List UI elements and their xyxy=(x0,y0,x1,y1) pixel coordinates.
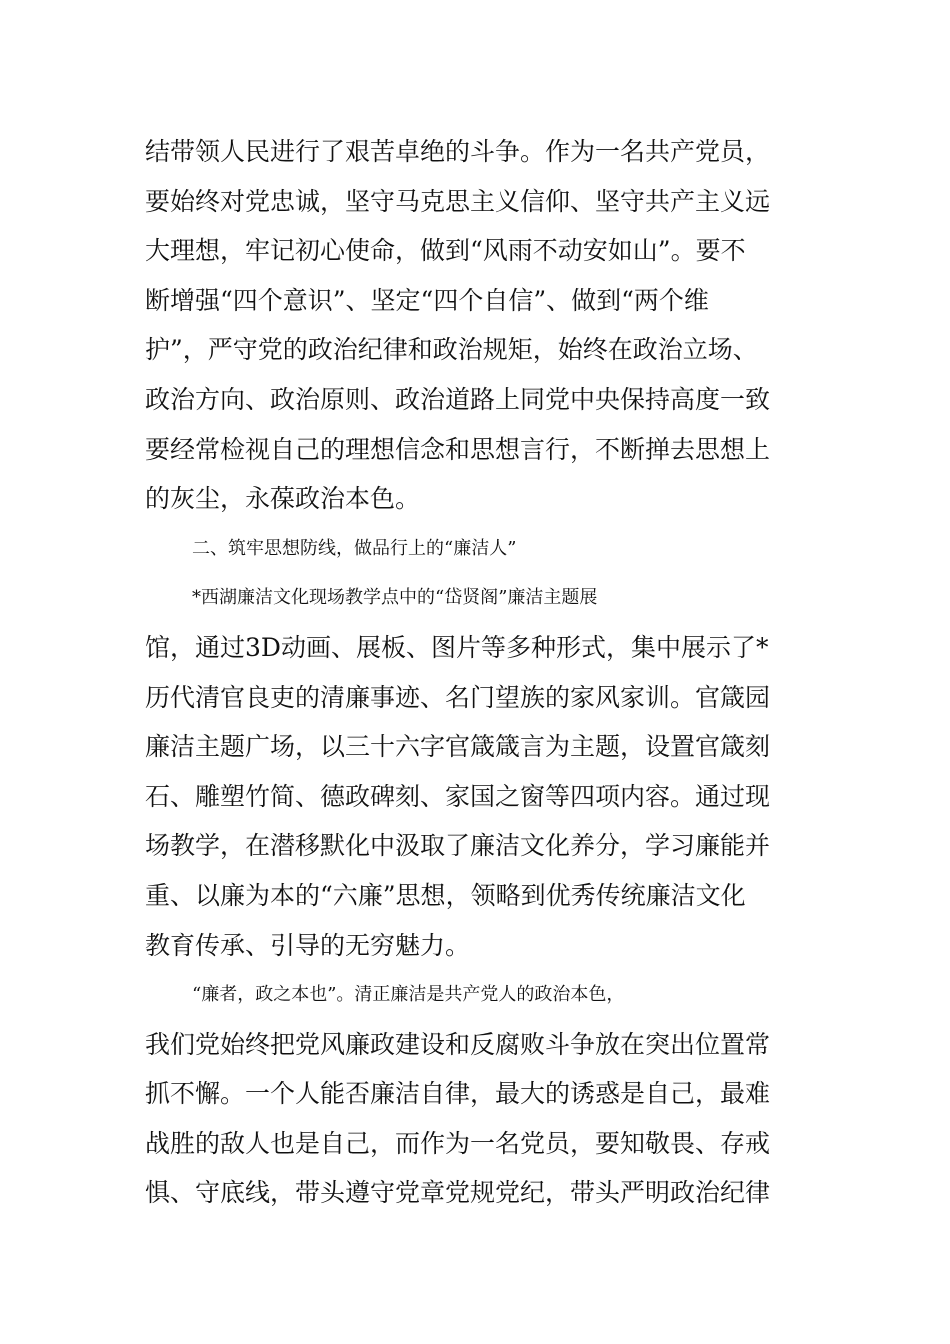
text-line-5: 护”，严守党的政治纪律和政治规矩，始终在政治立场、 xyxy=(145,335,758,365)
text-line-22: 惧、守底线，带头遵守党章党规党纪，带头严明政治纪律 xyxy=(145,1178,771,1208)
text-line-21: 战胜的敌人也是自己，而作为一名党员，要知敬畏、存戒 xyxy=(145,1128,771,1158)
text-line-12: 历代清官良吏的清廉事迹、名门望族的家风家训。官箴园 xyxy=(145,682,771,712)
text-line-7: 要经常检视自己的理想信念和思想言行，不断掸去思想上 xyxy=(145,434,771,464)
text-line-16: 重、以廉为本的“六廉”思想，领略到优秀传统廉洁文化 xyxy=(145,880,746,910)
text-line-19: 我们党始终把党风廉政建设和反腐败斗争放在突出位置常 xyxy=(145,1029,771,1059)
text-line-2: 要始终对党忠诚，坚守马克思主义信仰、坚守共产主义远 xyxy=(145,186,771,216)
text-line-8: 的灰尘，永葆政治本色。 xyxy=(145,484,421,514)
text-line-18: “廉者，政之本也”。清正廉洁是共产党人的政治本色， xyxy=(192,984,625,1006)
text-line-6: 政治方向、政治原则、政治道路上同党中央保持高度一致 xyxy=(145,384,771,414)
text-line-14: 石、雕塑竹简、德政碑刻、家国之窗等四项内容。通过现 xyxy=(145,781,771,811)
text-line-1: 结带领人民进行了艰苦卓绝的斗争。作为一名共产党员， xyxy=(145,137,771,166)
text-line-17: 教育传承、引导的无穷魅力。 xyxy=(145,930,471,960)
text-line-20: 抓不懈。一个人能否廉洁自律，最大的诱惑是自己，最难 xyxy=(145,1079,771,1109)
text-line-13: 廉洁主题广场，以三十六字官箴箴言为主题，设置官箴刻 xyxy=(145,732,771,762)
text-line-3: 大理想，牢记初心使命，做到“风雨不动安如山”。要不 xyxy=(145,236,746,266)
text-line-4: 断增强“四个意识”、坚定“四个自信”、做到“两个维 xyxy=(145,285,709,315)
body-text xyxy=(145,127,825,1218)
text-line-10: *西湖廉洁文化现场教学点中的“岱贤阁”廉洁主题展 xyxy=(192,587,598,609)
text-line-15: 场教学，在潜移默化中汲取了廉洁文化养分，学习廉能并 xyxy=(145,831,771,861)
text-line-11: 馆，通过3D动画、展板、图片等多种形式，集中展示了* xyxy=(145,632,769,662)
section-heading: 二、筑牢思想防线，做品行上的“廉洁人” xyxy=(192,537,517,559)
